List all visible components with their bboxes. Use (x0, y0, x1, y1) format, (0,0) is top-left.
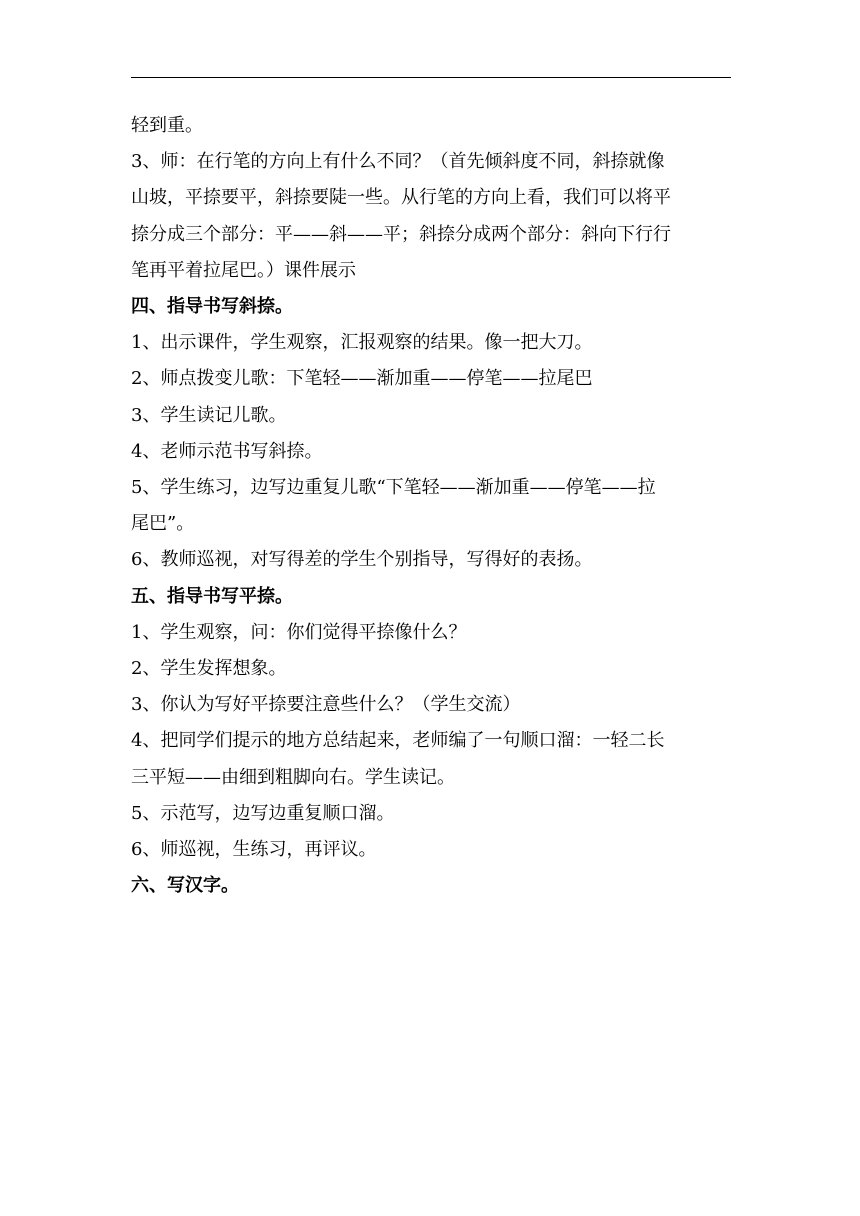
text-line: 1、出示课件，学生观察，汇报观察的结果。像一把大刀。 (131, 332, 593, 354)
text-line: 4、把同学们提示的地方总结起来，老师编了一句顺口溜：一轻二长 (131, 730, 665, 752)
text-line: 6、教师巡视，对写得差的学生个别指导，写得好的表扬。 (131, 549, 593, 571)
text-line: 1、学生观察，问：你们觉得平捺像什么？ (131, 621, 467, 643)
section-heading: 六、写汉字。 (131, 875, 239, 897)
text-line: 三平短——由细到粗脚向右。学生读记。 (131, 766, 455, 788)
text-line: 山坡，平捺要平，斜捺要陡一些。从行笔的方向上看，我们可以将平 (131, 187, 671, 209)
section-heading: 五、指导书写平捺。 (131, 585, 293, 607)
text-line: 轻到重。 (131, 115, 203, 136)
text-line: 5、学生练习，边写边重复儿歌“下笔轻——渐加重——停笔——拉 (131, 477, 656, 499)
text-line: 4、老师示范书写斜捺。 (131, 440, 323, 462)
text-line: 2、师点拨变儿歌：下笔轻——渐加重——停笔——拉尾巴 (131, 368, 593, 390)
text-line: 2、学生发挥想象。 (131, 658, 287, 680)
text-line: 6、师巡视，生练习，再评议。 (131, 839, 377, 861)
text-line: 笔再平着拉尾巴。）课件展示 (131, 259, 356, 281)
text-line: 3、师：在行笔的方向上有什么不同？（首先倾斜度不同，斜捺就像 (131, 151, 665, 173)
text-line: 5、示范写，边写边重复顺口溜。 (131, 802, 395, 824)
document-body (131, 108, 731, 904)
header-rule (131, 77, 731, 78)
section-heading: 四、指导书写斜捺。 (131, 296, 293, 318)
text-line: 3、你认为写好平捺要注意些什么？（学生交流） (131, 694, 521, 716)
text-line: 尾巴”。 (131, 513, 195, 535)
text-line: 3、学生读记儿歌。 (131, 404, 287, 426)
text-line: 捺分成三个部分：平——斜——平；斜捺分成两个部分：斜向下行行 (131, 223, 671, 245)
